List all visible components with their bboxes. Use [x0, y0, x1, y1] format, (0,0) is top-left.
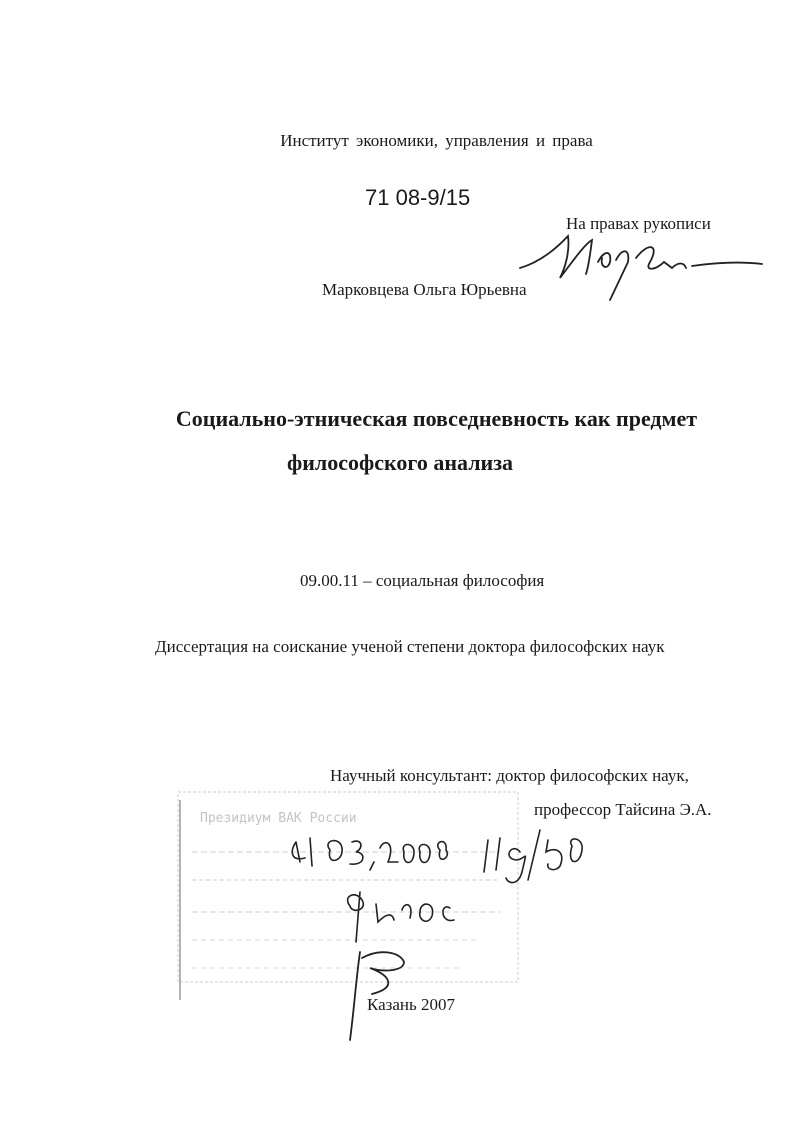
dissertation-title-line-1: Социально-этническая повседневность как предмет [175, 406, 698, 431]
city-year: Казань 2007 [367, 995, 456, 1014]
specialty-code: 09.00.11 – социальная философия [300, 571, 545, 590]
stamp-line-1: Президиум ВАК России [200, 811, 357, 826]
dissertation-title-line-2: философского анализа [287, 450, 514, 475]
handwritten-word [348, 892, 454, 942]
library-stamp [178, 792, 518, 1000]
author-name: Марковцева Ольга Юрьевна [322, 280, 527, 299]
scientific-consultant-line-2: профессор Тайсина Э.А. [534, 800, 712, 819]
document-code: 71 08-9/15 [365, 185, 471, 210]
handwritten-initial [350, 952, 404, 1040]
institute-name: Институт экономики, управления и права [280, 131, 593, 150]
handwritten-date [292, 838, 447, 870]
author-signature [520, 236, 762, 300]
dissertation-purpose: Диссертация на соискание ученой степени доктора философских наук [155, 637, 665, 656]
manuscript-rights-note: На правах рукописи [566, 214, 711, 233]
handwritten-number [484, 830, 582, 883]
scientific-consultant-line-1: Научный консультант: доктор философских наук, [330, 766, 689, 785]
